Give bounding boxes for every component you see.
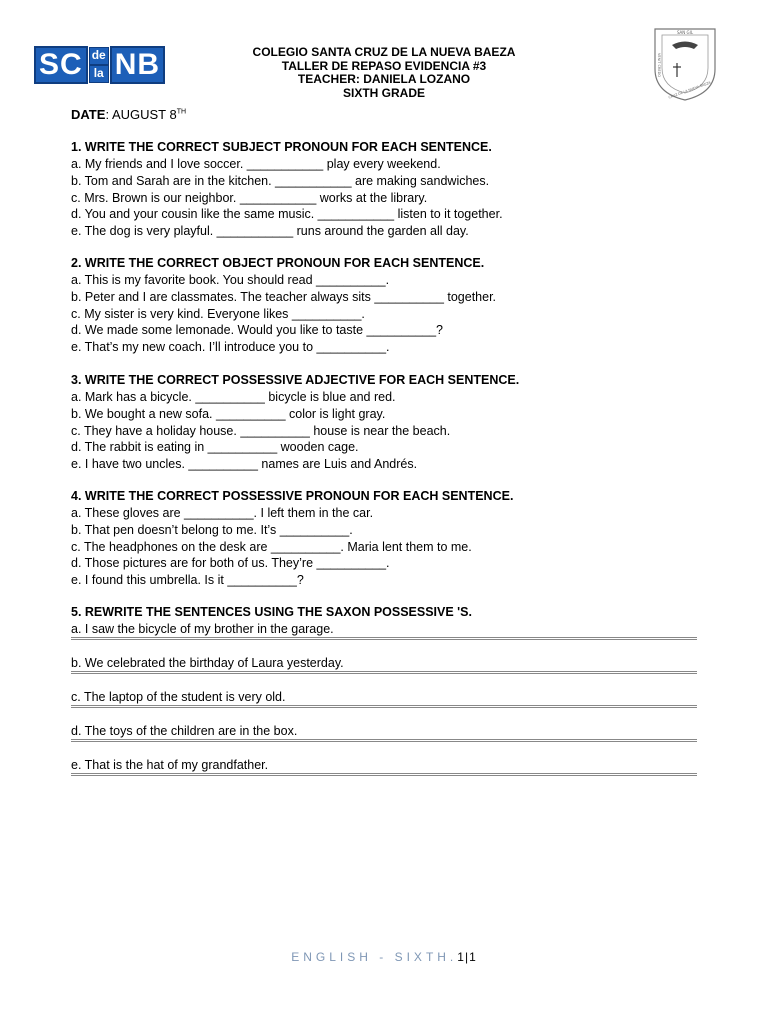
exercise-item: d. You and your cousin like the same music. ___________ listen to it together. bbox=[71, 207, 503, 222]
school-crest-icon bbox=[650, 25, 720, 103]
exercise-item: a. These gloves are __________. I left them in the car. bbox=[71, 506, 374, 520]
logo-mini-top: de bbox=[89, 47, 109, 65]
rewrite-item bbox=[71, 757, 711, 791]
exercise-item: b. That pen doesn’t belong to me. It’s __________. bbox=[71, 522, 353, 537]
rewrite-sentence: a. I saw the bicycle of my brother in the garage. bbox=[71, 622, 334, 636]
crest-bottom-text: CRUZ DE LA NUEVA BAEZA bbox=[668, 80, 712, 100]
exercise-item: c. The headphones on the desk are __________. Maria lent them to me. bbox=[71, 539, 472, 554]
exercise-item: e. I have two uncles. __________ names are Luis and Andrés. bbox=[71, 457, 418, 471]
exercise-item: a. Mark has a bicycle. __________ bicycle is blue and red. bbox=[71, 390, 396, 404]
exercise-item: c. My sister is very kind. Everyone likes __________. bbox=[71, 306, 365, 321]
logo-right: NB bbox=[110, 46, 165, 84]
logo-mini bbox=[89, 47, 109, 83]
section-title: 3. WRITE THE CORRECT POSSESSIVE ADJECTIVE FOR EACH SENTENCE. bbox=[71, 373, 520, 387]
exercise-item: c. They have a holiday house. __________ house is near the beach. bbox=[71, 423, 451, 438]
page-footer bbox=[0, 950, 768, 964]
document-header bbox=[200, 46, 568, 100]
workshop-title: TALLER DE REPASO EVIDENCIA #3 bbox=[281, 58, 487, 73]
exercise-item: a. My friends and I love soccer. ___________ play every weekend. bbox=[71, 157, 441, 171]
school-logo bbox=[34, 46, 165, 84]
date-label: DATE bbox=[71, 107, 106, 122]
answer-line[interactable] bbox=[71, 705, 697, 708]
answer-line[interactable] bbox=[71, 671, 697, 674]
crest-left-text: VENIT CREDO bbox=[657, 52, 661, 78]
rewrite-item bbox=[71, 723, 711, 757]
exercise-item: e. That’s my new coach. I’ll introduce you to __________. bbox=[71, 340, 390, 354]
school-name: COLEGIO SANTA CRUZ DE LA NUEVA BAEZA bbox=[252, 45, 516, 59]
exercise-item: d. Those pictures are for both of us. They’re __________. bbox=[71, 556, 390, 571]
section-title: 1. WRITE THE CORRECT SUBJECT PRONOUN FOR EACH SENTENCE. bbox=[71, 140, 492, 154]
exercise-item: b. Peter and I are classmates. The teacher always sits __________ together. bbox=[71, 289, 497, 304]
exercise-item: a. This is my favorite book. You should read __________. bbox=[71, 273, 390, 287]
section-possessive-pronoun bbox=[71, 488, 711, 589]
section-title: 4. WRITE THE CORRECT POSSESSIVE PRONOUN FOR EACH SENTENCE. bbox=[71, 489, 514, 503]
section-title: 2. WRITE THE CORRECT OBJECT PRONOUN FOR EACH SENTENCE. bbox=[71, 256, 485, 270]
rewrite-item bbox=[71, 621, 711, 655]
rewrite-sentence: d. The toys of the children are in the box. bbox=[71, 724, 298, 738]
section-subject-pronoun bbox=[71, 139, 711, 240]
section-possessive-adjective bbox=[71, 372, 711, 473]
grade-level: SIXTH GRADE bbox=[342, 85, 425, 100]
rewrite-sentence: e. That is the hat of my grandfather. bbox=[71, 758, 269, 772]
logo-mini-bottom: la bbox=[89, 65, 109, 83]
date-value: : AUGUST 8 bbox=[105, 107, 177, 122]
section-object-pronoun bbox=[71, 255, 711, 356]
exercise-item: c. Mrs. Brown is our neighbor. ___________ works at the library. bbox=[71, 190, 428, 205]
exercise-item: e. The dog is very playful. ___________ runs around the garden all day. bbox=[71, 224, 469, 238]
answer-line[interactable] bbox=[71, 739, 697, 742]
exercise-item: e. I found this umbrella. Is it __________? bbox=[71, 573, 304, 587]
date-suffix: TH bbox=[176, 108, 187, 116]
logo-left: SC bbox=[34, 46, 88, 84]
rewrite-item bbox=[71, 689, 711, 723]
exercise-item: b. We bought a new sofa. __________ color is light gray. bbox=[71, 406, 386, 421]
page-number: 1|1 bbox=[457, 950, 477, 964]
rewrite-sentence: b. We celebrated the birthday of Laura yesterday. bbox=[71, 656, 344, 670]
teacher-name: TEACHER: DANIELA LOZANO bbox=[297, 72, 471, 86]
answer-line[interactable] bbox=[71, 773, 697, 776]
exercise-item: d. The rabbit is eating in __________ wooden cage. bbox=[71, 440, 359, 455]
exercise-item: d. We made some lemonade. Would you like to taste __________? bbox=[71, 323, 443, 338]
exercise-item: b. Tom and Sarah are in the kitchen. ___________ are making sandwiches. bbox=[71, 173, 490, 188]
crest-top-text: SAN GIL bbox=[676, 30, 694, 35]
section-title: 5. REWRITE THE SENTENCES USING THE SAXON POSSESSIVE 'S. bbox=[71, 605, 472, 619]
answer-line[interactable] bbox=[71, 637, 697, 640]
footer-label: ENGLISH - SIXTH. bbox=[291, 950, 458, 964]
section-saxon-possessive bbox=[71, 604, 711, 791]
rewrite-item bbox=[71, 655, 711, 689]
rewrite-sentence: c. The laptop of the student is very old. bbox=[71, 690, 286, 704]
date-line bbox=[71, 107, 186, 122]
